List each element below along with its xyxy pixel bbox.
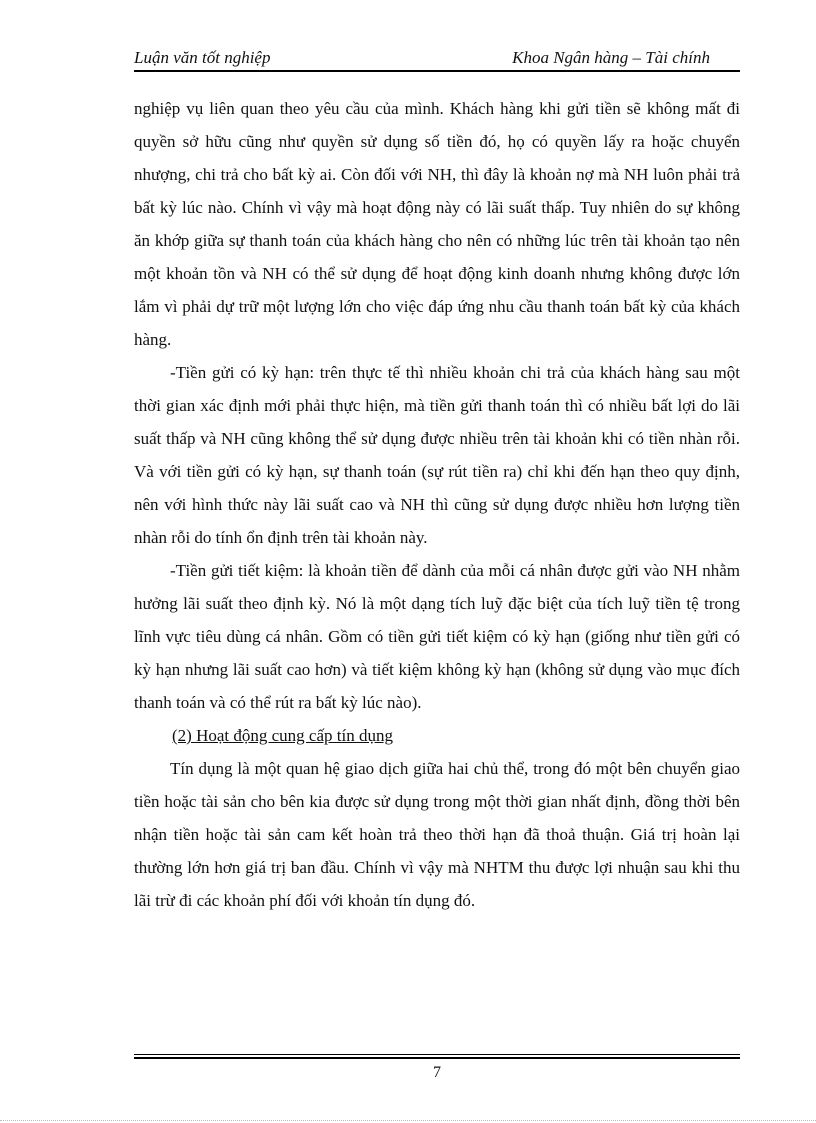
footer-divider-thick <box>134 1057 740 1059</box>
section-heading-credit: (2) Hoạt động cung cấp tín dụng <box>172 726 393 745</box>
page-number: 7 <box>433 1064 441 1081</box>
header-faculty-name: Khoa Ngân hàng – Tài chính <box>512 48 710 67</box>
header-thesis-title: Luận văn tốt nghiệp <box>134 48 271 67</box>
page-header <box>134 48 740 70</box>
paragraph-term-deposit: -Tiền gửi có kỳ hạn: trên thực tế thì nhiều khoản chi trả của khách hàng sau một thời gian xác định mới phải thực hiện, mà tiền gửi thanh toán thì có nhiều bất lợi do lãi suất thấp và NH cũng không thể sử dụng được nhiều trên tài khoản khi có tiền nhàn rỗi. Và với tiền gửi có kỳ hạn, sự thanh toán (sự rút tiền ra) chỉ khi đến hạn theo quy định, nên với hình thức này lãi suất cao và NH thì cũng sử dụng được nhiều hơn lượng tiền nhàn rỗi do tính ổn định trên tài khoản này. <box>134 363 740 547</box>
paragraph-credit-definition: Tín dụng là một quan hệ giao dịch giữa hai chủ thể, trong đó một bên chuyển giao tiền hoặc tài sản cho bên kia được sử dụng trong một thời gian nhất định, đồng thời bên nhận tiền hoặc tài sản cam kết hoàn trả theo thời hạn đã thoả thuận. Giá trị hoàn lại thường lớn hơn giá trị ban đầu. Chính vì vậy mà NHTM thu được lợi nhuận sau khi thu lãi trừ đi các khoản phí đối với khoản tín dụng đó. <box>134 759 740 910</box>
paragraph-savings-deposit: -Tiền gửi tiết kiệm: là khoản tiền để dành của mỗi cá nhân được gửi vào NH nhằm hưởng lãi suất theo định kỳ. Nó là một dạng tích luỹ đặc biệt của tích luỹ tiền tệ trong lĩnh vực tiêu dùng cá nhân. Gồm có tiền gửi tiết kiệm có kỳ hạn (giống như tiền gửi có kỳ hạn nhưng lãi suất cao hơn) và tiết kiệm không kỳ hạn (không sử dụng vào mục đích thanh toán và có thể rút ra bất kỳ lúc nào). <box>134 561 740 712</box>
paragraph-continuation: nghiệp vụ liên quan theo yêu cầu của mình. Khách hàng khi gửi tiền sẽ không mất đi quyền sở hữu cũng như quyền sử dụng số tiền đó, họ có quyền lấy ra hoặc chuyển nhượng, chi trả cho bất kỳ ai. Còn đối với NH, thì đây là khoản nợ mà NH luôn phải trả bất kỳ lúc nào. Chính vì vậy mà hoạt động này có lãi suất thấp. Tuy nhiên do sự không ăn khớp giữa sự thanh toán của khách hàng cho nên có những lúc trên tài khoản tạo nên một khoản tồn và NH có thể sử dụng để hoạt động kinh doanh nhưng không được lớn lắm vì phải dự trữ một lượng lớn cho việc đáp ứng nhu cầu thanh toán bất kỳ của khách hàng. <box>134 99 740 349</box>
footer-divider-thin <box>134 1054 740 1055</box>
header-divider <box>134 70 740 72</box>
body-text <box>134 92 740 917</box>
page-bottom-edge <box>0 1120 816 1121</box>
